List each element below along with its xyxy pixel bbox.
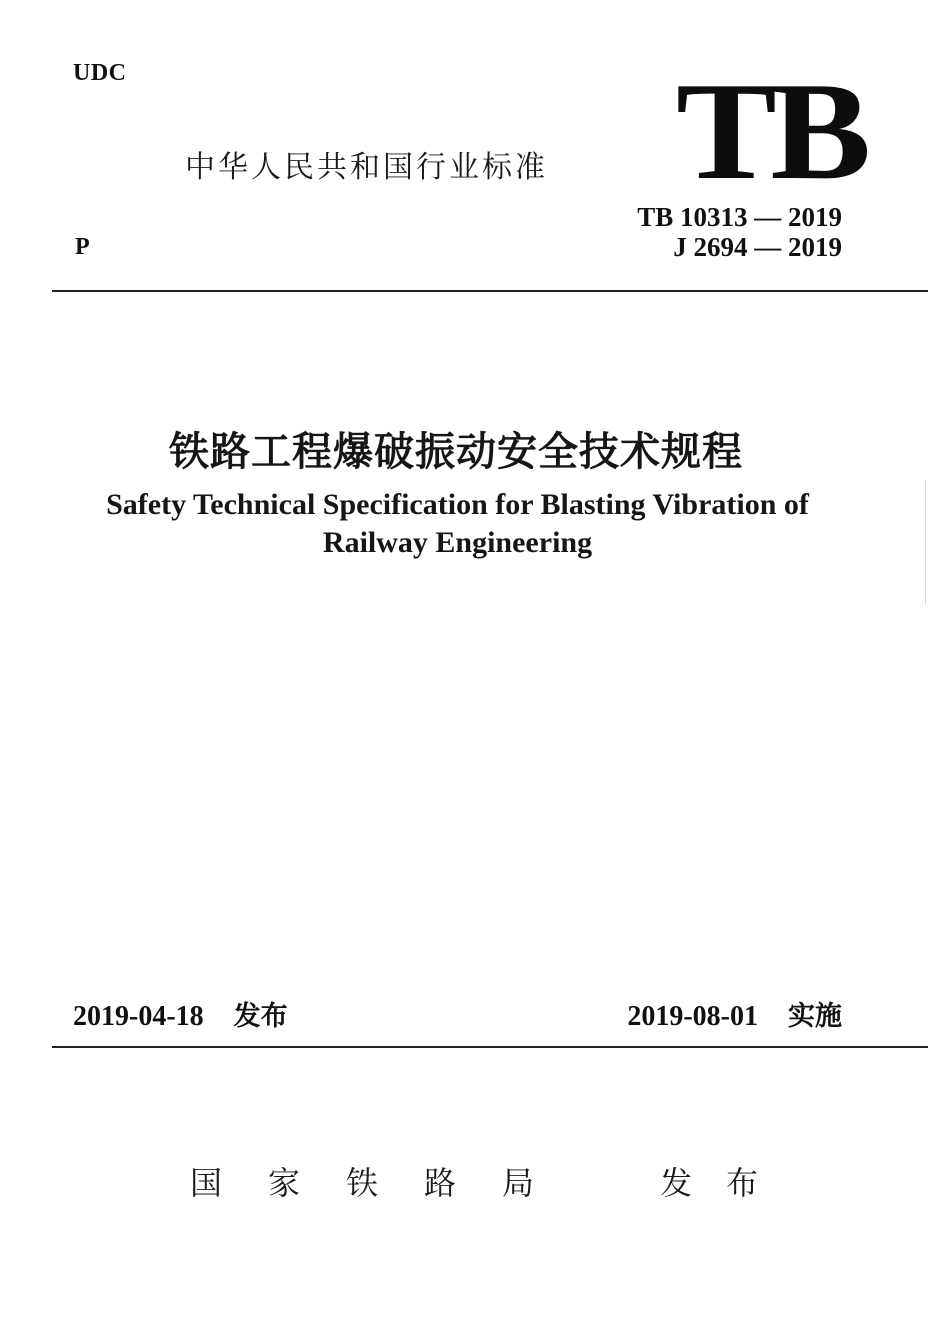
implement-date-block (627, 994, 842, 1033)
issue-label: 发布 (233, 1001, 288, 1032)
tb-logo: TB (676, 54, 865, 209)
title-english-line-1: Safety Technical Specification for Blasting Vibration of (106, 488, 809, 521)
standard-number: TB 10313 — 2019 (637, 202, 842, 232)
classification-code: P (75, 234, 90, 260)
issue-date-block (73, 994, 288, 1033)
standard-category: 中华人民共和国行业标准 (185, 150, 548, 185)
publisher-action: 发布 (660, 1164, 793, 1202)
publisher-organization: 国家铁路局 (190, 1164, 581, 1202)
implement-label: 实施 (788, 1001, 842, 1032)
title-chinese: 铁路工程爆破振动安全技术规程 (169, 429, 743, 475)
record-number: J 2694 — 2019 (673, 232, 842, 262)
bottom-divider (52, 1046, 928, 1048)
top-divider (52, 290, 928, 292)
issue-date: 2019-04-18 (73, 1001, 204, 1032)
implement-date: 2019-08-01 (627, 1001, 758, 1032)
title-english-line-2: Railway Engineering (322, 526, 593, 559)
scan-edge-mark (925, 480, 926, 605)
udc-label: UDC (73, 60, 127, 86)
